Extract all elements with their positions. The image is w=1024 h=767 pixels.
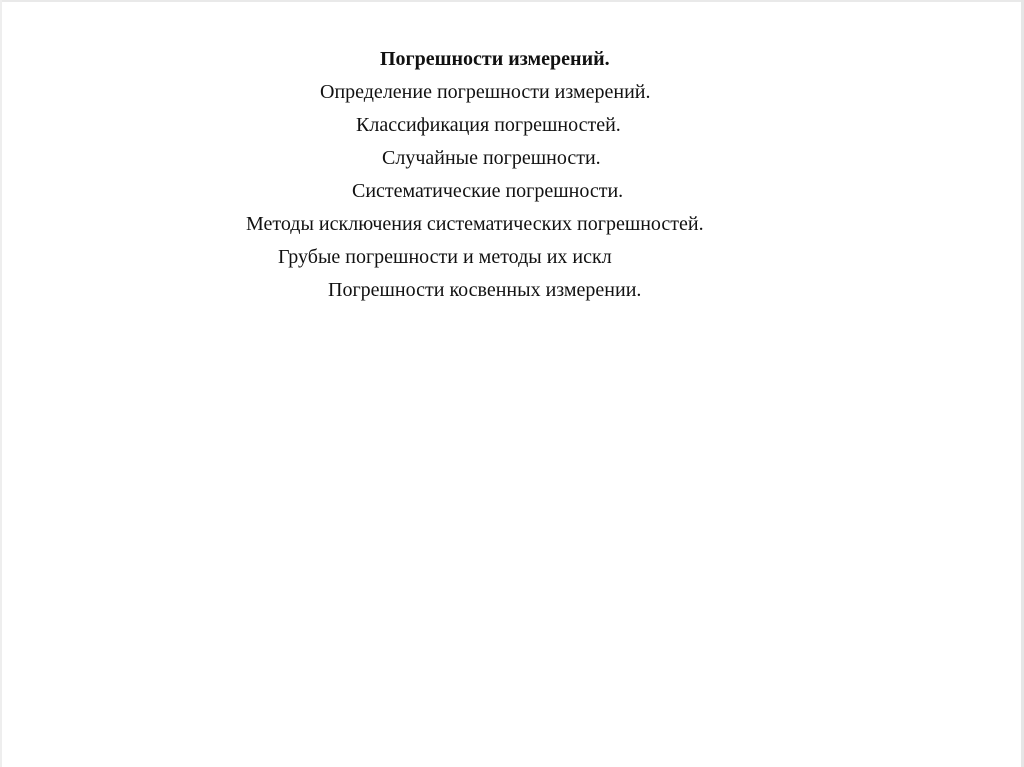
slide-item-4: Систематические погрешности.	[352, 180, 624, 202]
slide-item-5: Методы исключения систематических погрешностей.	[246, 213, 704, 235]
slide-left-edge	[0, 0, 2, 767]
slide-item-6: Грубые погрешности и методы их искл	[278, 246, 612, 268]
slide-title: Погрешности измерений.	[380, 48, 610, 70]
slide-top-edge	[0, 0, 1024, 2]
slide-item-3: Случайные погрешности.	[382, 147, 601, 169]
slide-item-7: Погрешности косвенных измерении.	[328, 279, 642, 301]
slide-item-2: Классификация погрешностей.	[356, 114, 621, 136]
slide-item-1: Определение погрешности измерений.	[320, 81, 651, 103]
